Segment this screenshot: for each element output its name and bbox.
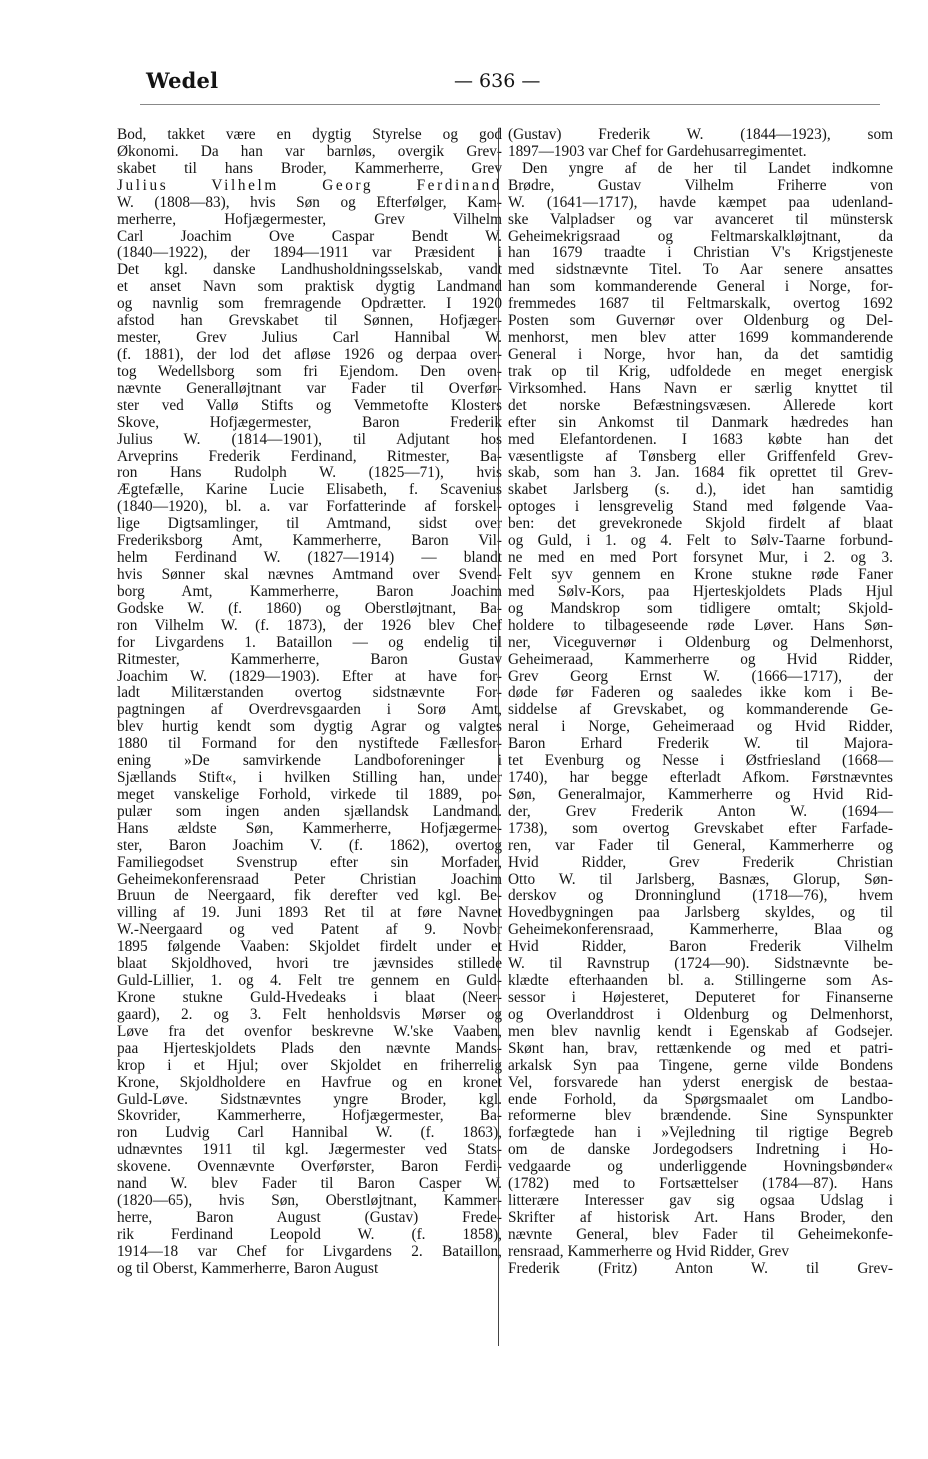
- text-line: litterære Interesser gav sig ogsaa Udslag i: [508, 1192, 893, 1210]
- text-line: skovene. Ovennævnte Overførster, Baron Ferdi-: [117, 1158, 502, 1176]
- text-line: rensraad, Kammerherre og Hvid Ridder, Grev: [508, 1242, 789, 1260]
- text-line: Geheimekonferensraad Peter Christian Joachim: [117, 870, 502, 888]
- text-line: væsentligste af Tønsberg eller Griffenfeld Grev-: [508, 447, 893, 465]
- text-line: med Sølv-Kors, paa Hjerteskjoldets Plads Hjul: [508, 582, 893, 600]
- text-line: nævnte General, blev Fader til Geheimekonfe-: [508, 1225, 893, 1243]
- text-line: Skønt han, brav, rettænkende og med et patri-: [508, 1039, 893, 1057]
- text-line: Skovrider, Kammerherre, Hofjægermester, Ba-: [117, 1107, 502, 1125]
- text-line: Geheimekrigsraad og Feltmarskalkløjtnant, da: [508, 227, 893, 245]
- text-line: ster ved Vallø Stifts og Vemmetofte Klosters: [117, 396, 502, 414]
- text-line: derskov og Dronninglund (1718—76), hvem: [508, 887, 893, 905]
- text-line: arkalsk Syn paa Tingene, gerne vilde Bondens: [508, 1056, 893, 1074]
- text-line: Geheimeraad, Kammerherre og Hvid Ridder,: [508, 650, 893, 668]
- text-line: holdere to tilbageseende røde Løver. Hans Søn-: [508, 616, 893, 634]
- text-line: Carl Joachim Ove Caspar Bendt W.: [117, 227, 502, 245]
- text-line: Otto W. til Jarlsberg, Basnæs, Glorup, Søn-: [508, 870, 893, 888]
- text-line: Familiegodset Svenstrup efter sin Morfader,: [117, 853, 502, 871]
- text-line: W. (1641—1717), havde kæmpet paa udenland-: [508, 193, 893, 211]
- text-line: General i Norge, hvor han, da det samtidig: [508, 345, 893, 363]
- text-line: Det kgl. danske Landhusholdningsselskab, vandt: [117, 261, 502, 279]
- text-line: Ægtefælle, Karine Lucie Elisabeth, f. Scavenius: [117, 481, 502, 499]
- text-line: lige Digtsamlinger, til Amtmand, sidst over: [117, 515, 502, 533]
- text-line: afstod han Grevskabet til Sønnen, Hofjæger-: [117, 312, 502, 330]
- page-header: [0, 62, 928, 96]
- text-line: Grev Georg Ernst W. (1666—1717), der: [508, 667, 893, 685]
- text-line: og Mandskrop som tidligere omtalt; Skjold-: [508, 599, 893, 617]
- text-line: Hvid Ridder, Baron Frederik Vilhelm: [508, 938, 893, 956]
- text-line: ne med en med Port forsynet Mur, i 2. og 3.: [508, 549, 893, 567]
- text-line: Skrifter af historisk Art. Hans Broder, den: [508, 1209, 893, 1226]
- text-line: krop i et Hjul; over Skjoldet en friherrelig: [117, 1056, 502, 1074]
- text-line: herre, Baron August (Gustav) Frede-: [117, 1209, 502, 1226]
- text-line: døde før Faderen og saaledes ikke kom i Be-: [508, 684, 893, 702]
- text-line: og Guld, i 1. og 4. Felt to Sølv-Taarne forbund-: [508, 532, 893, 550]
- text-line: W. (1808—83), hvis Søn og Efterfølger, Kam-: [117, 193, 502, 211]
- text-line: ende Forhold, da Spørgsmaalet om Landbo-: [508, 1090, 893, 1108]
- text-line: og til Oberst, Kammerherre, Baron August: [117, 1259, 379, 1277]
- text-line: Posten som Guvernør over Oldenburg og Del-: [508, 312, 893, 330]
- text-line: ron Hans Rudolph W. (1825—71), hvis: [117, 464, 502, 482]
- text-line: om de danske Jordegodsers Indretning i Ho-: [508, 1141, 893, 1159]
- text-line: ner, Viceguvernør i Oldenburg og Delmenhorst,: [508, 633, 893, 651]
- text-line: ren, var Fader til General, Kammerherre og: [508, 836, 893, 854]
- text-line: Skove, Hofjægermester, Baron Frederik: [117, 413, 502, 431]
- text-line: Guld-Lillier, 1. og 4. Felt tre gennem en Guld-: [117, 972, 502, 990]
- text-line: Den yngre af de her til Landet indkomne: [522, 159, 893, 177]
- text-line: Hvid Ridder, Grev Frederik Christian: [508, 853, 893, 871]
- text-line: med Elefantordenen. I 1683 købte han det: [508, 430, 893, 448]
- text-line: Brødre, Gustav Vilhelm Friherre von: [508, 176, 893, 194]
- text-line: skab, som han 3. Jan. 1684 fik oprettet til Grev-: [508, 464, 893, 482]
- text-line: det norske Befæstningsvæsen. Allerede kort: [508, 396, 893, 414]
- text-line: 1895 følgende Vaaben: Skjoldet firdelt under et: [117, 938, 502, 956]
- text-line: pulær som ingen anden sjællandsk Landmand.: [117, 802, 502, 820]
- text-line: Krone, Skjoldholdere en Havfrue og en kronet: [117, 1073, 502, 1091]
- text-line: (1840—1920), bl. a. var Forfatterinde af forskel-: [117, 498, 502, 516]
- text-line: optoges i lensgrevelig Stand med følgende Vaa-: [508, 498, 893, 516]
- text-line: ster, Baron Joachim V. (f. 1862), overtog: [117, 836, 502, 854]
- text-line: vedgaarde og underliggende Hovningsbønder«: [508, 1158, 893, 1176]
- text-line: efter sin Ankomst til Danmark hædredes han: [508, 413, 893, 431]
- text-line: og Overlanddrost i Oldenburg og Delmenhorst,: [508, 1005, 893, 1023]
- text-line: merherre, Hofjægermester, Grev Vilhelm: [117, 210, 502, 228]
- text-line: ladt Militærstanden overtog sidstnævnte For-: [117, 684, 502, 702]
- text-line: nævnte Generalløjtnant var Fader til Overfør-: [117, 379, 502, 397]
- text-line: Baron Erhard Frederik W. til Majora-: [508, 735, 893, 753]
- running-head: Wedel: [146, 68, 219, 93]
- text-line: der, Grev Frederik Anton W. (1694—: [508, 802, 893, 820]
- text-line: et anset Navn som praktisk dygtig Landmand: [117, 278, 502, 296]
- text-line: forfægtede han i »Vejledning til rigtige Begreb: [508, 1124, 893, 1142]
- text-line: W.-Neergaard og ved Patent af 9. Novbr: [117, 921, 502, 939]
- text-line: Virksomhed. Hans Navn er særlig knyttet til: [508, 379, 893, 397]
- text-line: gaard), 2. og 3. Felt henholdsvis Mørser og: [117, 1005, 502, 1023]
- text-line: for Livgardens 1. Bataillon — og endelig til: [117, 633, 502, 651]
- text-line: (Gustav) Frederik W. (1844—1923), som: [508, 126, 893, 143]
- text-line: tog Wedellsborg som fri Ejendom. Den oven-: [117, 362, 502, 380]
- text-line: meget vanskelige Forhold, virkede til 1889, po-: [117, 785, 502, 803]
- text-line: Bod, takket være en dygtig Styrelse og god: [117, 126, 502, 143]
- text-line: Løve fra det ovenfor beskrevne W.'ske Vaaben,: [117, 1022, 502, 1040]
- text-line: klædte efterhaanden bl. a. Stillingerne som As-: [508, 972, 893, 990]
- text-line: Godske W. (f. 1860) og Oberstløjtnant, Ba-: [117, 599, 502, 617]
- text-line: blaat Skjoldhoved, hvori tre jævnsides stillede: [117, 955, 502, 973]
- column-divider: [498, 128, 499, 1346]
- text-line: skabet Jarlsberg (s. d.), idet han samtidig: [508, 481, 893, 499]
- text-line: ske Valpladser og var avanceret til münstersk: [508, 210, 893, 228]
- text-line: villing af 19. Juni 1893 Ret til at føre Navnet: [117, 904, 502, 922]
- text-line: siddelse af Grevskabet, og kommanderende Ge-: [508, 701, 893, 719]
- text-line: (1782) med to Fortsættelser (1784—87). Hans: [508, 1175, 893, 1193]
- text-line: Julius W. (1814—1901), til Adjutant hos: [117, 430, 502, 448]
- text-line: Bruun de Neergaard, fik derefter ved kgl. Be-: [117, 887, 502, 905]
- text-line: paa Hjerteskjoldets Plads den nævnte Mands-: [117, 1039, 502, 1057]
- text-line: (f. 1881), der lod det afløse 1926 og derpaa over-: [117, 345, 502, 363]
- text-line: ening »De samvirkende Landboforeninger i: [117, 752, 502, 770]
- text-line: reformerne blev brændende. Sine Synspunkter: [508, 1107, 893, 1125]
- text-line: Geheimekonferensraad, Kammerherre, Blaa og: [508, 921, 893, 939]
- text-line: Hans ældste Søn, Kammerherre, Hofjægerme-: [117, 819, 502, 837]
- text-line: helm Ferdinand W. (1827—1914) — blandt: [117, 549, 502, 567]
- text-line: Guld-Løve. Sidstnævntes yngre Broder, kgl.: [117, 1090, 502, 1108]
- text-line: rik Ferdinand Leopold W. (f. 1858),: [117, 1225, 502, 1243]
- text-line: (1840—1922), der 1894—1911 var Præsident i: [117, 244, 502, 262]
- text-line: fremmedes 1687 til Feltmarskalk, overtog 1692: [508, 295, 893, 313]
- text-line: borg Amt, Kammerherre, Baron Joachim: [117, 582, 502, 600]
- text-line: mester, Grev Julius Carl Hannibal W.: [117, 329, 502, 347]
- text-line: Krone stukne Guld-Hvedeaks i blaat (Neer-: [117, 989, 502, 1007]
- text-line: Arveprins Frederik Ferdinand, Ritmester, Ba-: [117, 447, 502, 465]
- text-line: 1880 til Formand for den nystiftede Fællesfor-: [117, 735, 502, 753]
- text-line: Felt syv gennem en Krone stukne røde Faner: [508, 565, 893, 583]
- text-line: 1897—1903 var Chef for Gardehusarregimentet.: [508, 142, 807, 160]
- text-line: hvis Sønner skal nævnes Amtmand over Svend-: [117, 565, 502, 583]
- text-line: Frederiksborg Amt, Kammerherre, Baron Vil-: [117, 532, 502, 550]
- text-line: Joachim W. (1829—1903). Efter at have for-: [117, 667, 502, 685]
- text-line: nand W. blev Fader til Baron Casper W.: [117, 1175, 502, 1193]
- header-rule: [140, 104, 880, 105]
- text-line: ron Vilhelm W. (f. 1873), der 1926 blev Chef: [117, 616, 502, 634]
- text-line: sessor i Højesteret, Deputeret for Finanserne: [508, 989, 893, 1007]
- text-line: W. til Ravnstrup (1724—90). Sidstnævnte be-: [508, 955, 893, 973]
- page-number: — 636 —: [454, 70, 541, 92]
- text-line: (1820—65), hvis Søn, Oberstløjtnant, Kammer-: [117, 1192, 502, 1210]
- text-line: men blev navnlig kendt i Egenskab af Godsejer.: [508, 1022, 893, 1040]
- left-column: [117, 127, 502, 1347]
- text-line: Frederik (Fritz) Anton W. til Grev-: [508, 1259, 893, 1277]
- text-line: Hovedbygningen paa Jarlsberg skyldes, og til: [508, 904, 893, 922]
- text-line: og navnlig som fremragende Opdrætter. I 1920: [117, 295, 502, 313]
- right-column: [508, 127, 893, 1347]
- text-line: med sidstnævnte Titel. To Aar senere ansattes: [508, 261, 893, 279]
- text-line: 1738), som overtog Grevskabet efter Farfade-: [508, 819, 893, 837]
- text-line: han 1679 traadte i Christian V's Krigstjeneste: [508, 244, 893, 262]
- text-line: udnævntes 1911 til kgl. Jægermester ved Stats-: [117, 1141, 502, 1159]
- text-line: 1914—18 var Chef for Livgardens 2. Bataillon,: [117, 1242, 502, 1260]
- text-line: tet Evenburg og Nesse i Østfriesland (1668—: [508, 752, 893, 770]
- text-line: Økonomi. Da han var barnløs, overgik Grev-: [117, 142, 502, 160]
- text-line: blev hurtig kendt som dygtig Agrar og valgtes: [117, 718, 502, 736]
- text-line: neral i Norge, Geheimeraad og Hvid Ridder,: [508, 718, 893, 736]
- text-line: ron Ludvig Carl Hannibal W. (f. 1863),: [117, 1124, 502, 1142]
- text-line: skabet til hans Broder, Kammerherre, Grev: [117, 159, 502, 177]
- text-line: pagtningen af Overdrevsgaarden i Sorø Amt,: [117, 701, 502, 719]
- text-line: Vel, forsvarede han yderst energisk de bestaa-: [508, 1073, 893, 1091]
- text-line: Søn, Generalmajor, Kammerherre og Hvid Rid-: [508, 785, 893, 803]
- text-line: han som kommanderende General i Norge, for-: [508, 278, 893, 296]
- text-line: Ritmester, Kammerherre, Baron Gustav: [117, 650, 502, 668]
- text-line: Sjællands Stift«, i hvilken Stilling han, under: [117, 769, 502, 787]
- text-line: 1740), har begge efterladt Afkom. Førstnævntes: [508, 769, 893, 787]
- text-line: trak op til Krig, udfoldede en meget energisk: [508, 362, 893, 380]
- text-line: Julius Vilhelm Georg Ferdinand: [117, 176, 502, 194]
- text-line: menhorst, men blev atter 1699 kommanderende: [508, 329, 893, 347]
- text-line: ben: det grevekronede Skjold firdelt af blaat: [508, 515, 893, 533]
